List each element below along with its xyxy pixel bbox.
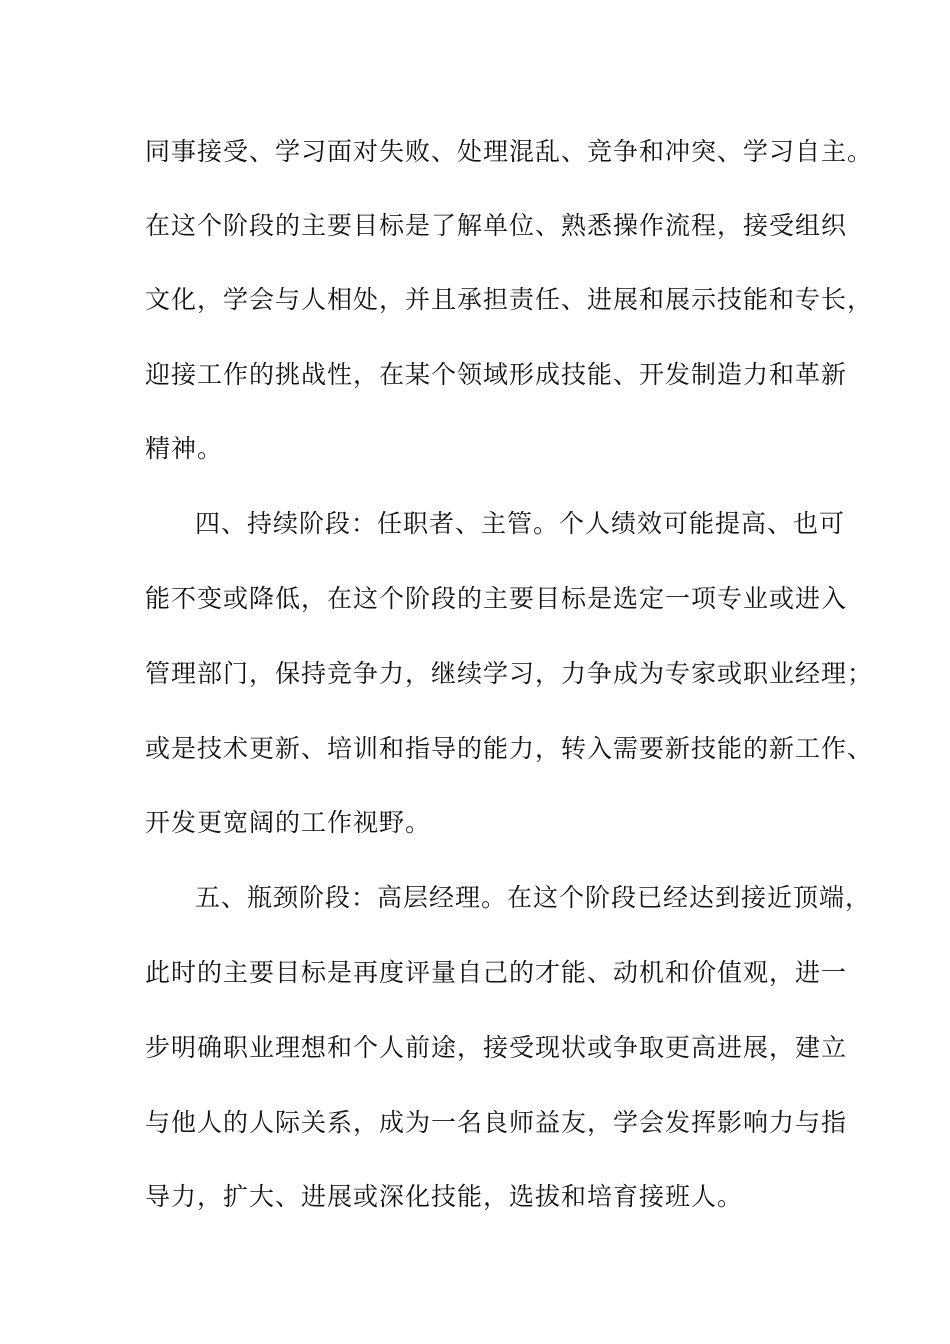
text-line: 能不变或降低，在这个阶段的主要目标是选定一项专业或进入	[145, 584, 848, 613]
text-line: 在这个阶段的主要目标是了解单位、熟悉操作流程，接受组织	[145, 211, 848, 240]
text-line: 与他人的人际关系，成为一名良师益友，学会发挥影响力与指	[145, 1108, 848, 1137]
text-line: 管理部门，保持竞争力，继续学习，力争成为专家或职业经理；	[145, 659, 874, 688]
text-line: 开发更宽阔的工作视野。	[145, 808, 432, 837]
text-line: 或是技术更新、培训和指导的能力，转入需要新技能的新工作、	[145, 734, 874, 763]
text-line: 此时的主要目标是再度评量自己的才能、动机和价值观，进一	[145, 958, 848, 987]
paragraph-start-line: 五、瓶颈阶段：高层经理。在这个阶段已经达到接近顶端，	[195, 883, 872, 912]
text-line: 步明确职业理想和个人前途，接受现状或争取更高进展，建立	[145, 1033, 848, 1062]
text-line: 迎接工作的挑战性，在某个领域形成技能、开发制造力和革新	[145, 360, 848, 389]
paragraph-start-line: 四、持续阶段：任职者、主管。个人绩效可能提高、也可	[195, 509, 846, 538]
text-line: 导力，扩大、进展或深化技能，选拔和培育接班人。	[145, 1182, 744, 1211]
text-line: 同事接受、学习面对失败、处理混乱、竞争和冲突、学习自主。	[145, 137, 874, 166]
text-line: 精神。	[145, 434, 224, 463]
text-line: 文化，学会与人相处，并且承担责任、进展和展示技能和专长，	[145, 285, 874, 314]
